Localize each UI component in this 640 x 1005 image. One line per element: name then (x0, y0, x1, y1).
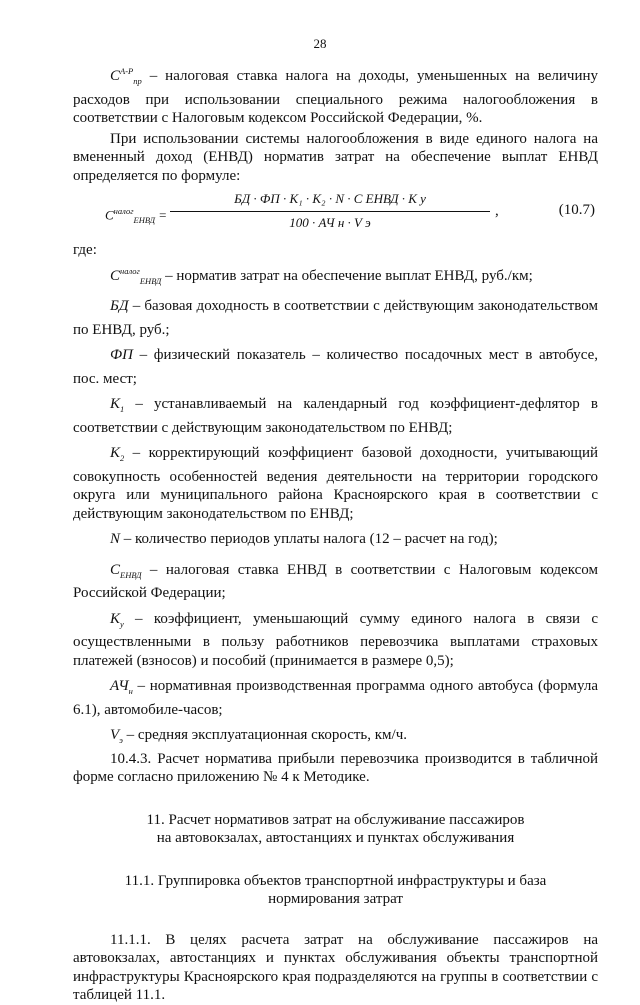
definition-item (73, 721, 598, 750)
section-11-heading-line2: на автовокзалах, автостанциях и пунктах обслуживания (156, 830, 515, 846)
definition-text: – количество периодов уплаты налога (12 – расчет на год); (120, 531, 498, 547)
definition-text: – базовая доходность в соответствии с действующим законодательством по ЕНВД, руб.; (73, 298, 598, 338)
section-11-1-heading-line1: 11.1. Группировка объектов транспортной инфраструктуры и база (124, 872, 547, 889)
definition-symbol: $АЧ_н$ (110, 678, 133, 696)
section-11-1-heading-line2: нормирования затрат (268, 891, 403, 907)
definition-text: – норматив затрат на обеспечение выплат ЕНВД, руб./км; (161, 267, 533, 284)
definition-symbol: N (110, 531, 121, 547)
definition-item (73, 525, 598, 554)
definition-symbol: ФП (110, 347, 133, 363)
section-11-1-heading (73, 872, 598, 909)
definition-text: – нормативная производственная программа одного автобуса (формула 6.1), автомобиле-часов; (73, 678, 598, 718)
page-number: 28 (313, 36, 327, 51)
definition-symbol: $С^{налог}_{ЕНВД}$ (110, 265, 162, 286)
definition-text: – коэффициент, уменьшающий сумму единого налога в связи с осуществленными в пользу работников перевозчика выплатами страховых платежей (взносов) и пособий (принимается в размере 0,5); (73, 610, 598, 669)
formula-lhs: $С^{налог}_{ЕНВД}$ = (105, 206, 168, 225)
definition-item (73, 341, 598, 388)
definition-item (73, 390, 598, 437)
definition-item (73, 556, 598, 603)
definition-text: – налоговая ставка ЕНВД в соответствии с Налоговым кодексом Российской Федерации; (73, 561, 598, 601)
page-body (73, 60, 598, 1005)
definition-symbol: $К_2$ (110, 445, 125, 463)
definition-item (73, 672, 598, 719)
definition-item (73, 292, 598, 339)
formula-number: (10.7) (558, 202, 595, 218)
paragraph-11-1-1: 11.1.1. В целях расчета затрат на обслуживание пассажиров на автовокзалах, автостанциях и пунктах обслуживания объекты транспортной инфраструктуры Красноярского края подразделяются на группы в соответствии с таблицей 11.1. (73, 931, 598, 1003)
symbol-c-pr: $C^{А-Р}_{пр}$ (110, 66, 142, 86)
definition-symbol: $С_{ЕНВД}$ (110, 561, 142, 580)
definition-symbol: $V_э$ (110, 727, 123, 745)
where-label: где: (73, 242, 97, 258)
definition-text: – средняя эксплуатационная скорость, км/ч. (122, 727, 408, 743)
definition-text: – корректирующий коэффициент базовой доходности, учитывающий совокупность особенностей ведения деятельности на территории городского округа или муниципального района Красноярского края в соответствии с действующим законодательством по ЕНВД; (73, 445, 598, 522)
section-11-heading-line1: 11. Расчет нормативов затрат на обслуживание пассажиров (146, 811, 525, 828)
definition-text: – физический показатель – количество посадочных мест в автобусе, пос. мест; (73, 347, 598, 387)
definition-item (73, 605, 598, 671)
paragraph-10-4-3: 10.4.3. Расчет норматива прибыли перевозчика производится в табличной форме согласно приложению № 4 к Методике. (73, 750, 598, 785)
formula-fraction (170, 190, 490, 232)
formula-comma: , (495, 203, 499, 219)
definition-symbol: БД (110, 298, 129, 314)
definition-item (73, 439, 598, 523)
definition-item (73, 262, 598, 291)
section-11-heading (73, 811, 598, 848)
formula-denominator: 100 · АЧ н · V э (289, 214, 371, 230)
paragraph-tax-rate (73, 62, 598, 128)
formula-numerator: БД · ФП · К₁ · К₂ · N · C ЕНВД · К у (170, 190, 490, 212)
definition-symbol: $К_1$ (110, 396, 125, 414)
paragraph-envd-intro: При использовании системы налогообложения в виде единого налога на вмененный доход (ЕНВД) норматив затрат на обеспечение выплат ЕНВД определяется по формуле: (73, 130, 598, 184)
formula-10-7 (73, 189, 598, 235)
definition-symbol: $К_у$ (110, 610, 124, 629)
definitions-list (73, 262, 598, 750)
definition-text: – устанавливаемый на календарный год коэффициент-дефлятор в соответствии с действующим законодательством по ЕНВД; (73, 396, 598, 436)
paragraph-tax-rate-text: – налоговая ставка налога на доходы, уменьшенных на величину расходов при использовании специального режима налогообложения в соответствии с Налоговым кодексом Российской Федерации, %. (73, 68, 598, 126)
